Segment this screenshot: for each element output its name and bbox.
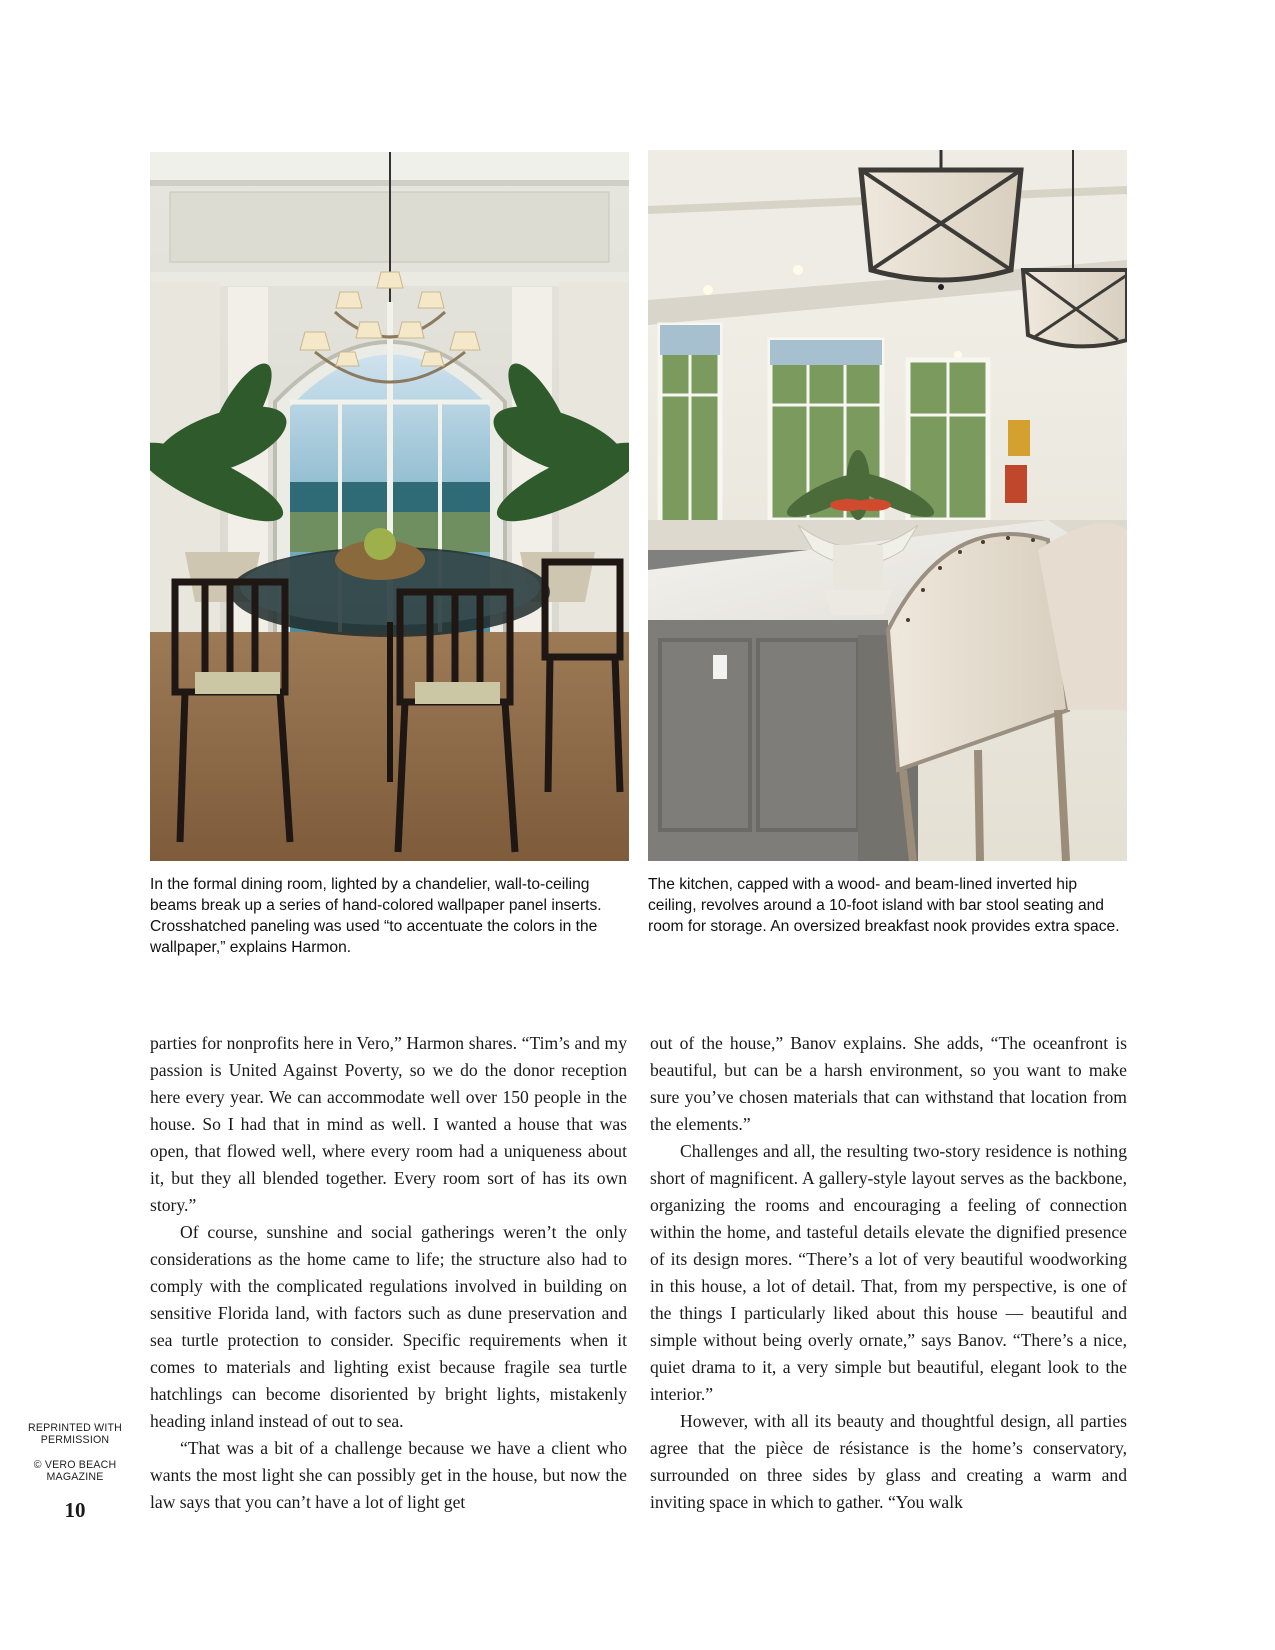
dining-photo-caption: In the formal dining room, lighted by a chandelier, wall-to-ceiling beams break up a series of hand-colored wallpaper panel inserts. Crosshatched paneling was used “to accentuate the colors in the wallpaper,” explains Harmon. [150,876,602,956]
copyright-notice: © VERO BEACH MAGAZINE [33,1459,117,1483]
article-column-left [150,1030,627,1516]
article-paragraph: However, with all its beauty and thoughtful design, all parties agree that the pièce de résistance is the home’s conservatory, surrounded on three sides by glass and creating a warm and inviting space in which to gather. “You walk [650,1411,1127,1512]
dining-room-photo [150,152,629,861]
article-paragraph: out of the house,” Banov explains. She adds, “The oceanfront is beautiful, but can be a harsh environment, so you want to make sure you’ve chosen materials that can withstand that location from the elements.” [650,1033,1127,1134]
article-paragraph: parties for nonprofits here in Vero,” Harmon shares. “Tim’s and my passion is United Against Poverty, so we do the donor reception here every year. We can accommodate well over 150 people in the house. So I had that in mind as well. I wanted a house that was open, that flowed well, where every room had a uniqueness about it, but they all blended together. Every room sort of has its own story.” [150,1033,627,1215]
reprint-notice: REPRINTED WITH PERMISSION [27,1422,123,1446]
article-paragraph: Challenges and all, the resulting two-story residence is nothing short of magnificent. A gallery-style layout serves as the backbone, organizing the rooms and encouraging a feeling of connection within the home, and tasteful details elevate the dignified presence of its design mores. “There’s a lot of very beautiful woodworking in this house, a lot of detail. That, from my perspective, is one of the things I particularly liked about this house — beautiful and simple without being overly ornate,” says Banov. “There’s a nice, quiet drama to it, a very simple but beautiful, elegant look to the interior.” [650,1141,1127,1404]
article-paragraph: “That was a bit of a challenge because we have a client who wants the most light she can possibly get in the house, but now the law says that you can’t have a lot of light get [150,1438,627,1512]
article-paragraph: Of course, sunshine and social gatherings weren’t the only considerations as the home came to life; the structure also had to comply with the complicated regulations involved in building on sensitive Florida land, with factors such as dune preservation and sea turtle protection to consider. Specific requirements when it comes to materials and lighting exist because fragile sea turtle hatchlings can become disoriented by bright lights, mistakenly heading inland instead of out to sea. [150,1222,627,1431]
kitchen-photo [648,150,1127,861]
article-column-right [650,1030,1127,1516]
kitchen-photo-caption: The kitchen, capped with a wood- and beam-lined inverted hip ceiling, revolves around a 10-foot island with bar stool seating and room for storage. An oversized breakfast nook provides extra space. [648,876,1120,935]
page-number: 10 [64,1498,86,1522]
